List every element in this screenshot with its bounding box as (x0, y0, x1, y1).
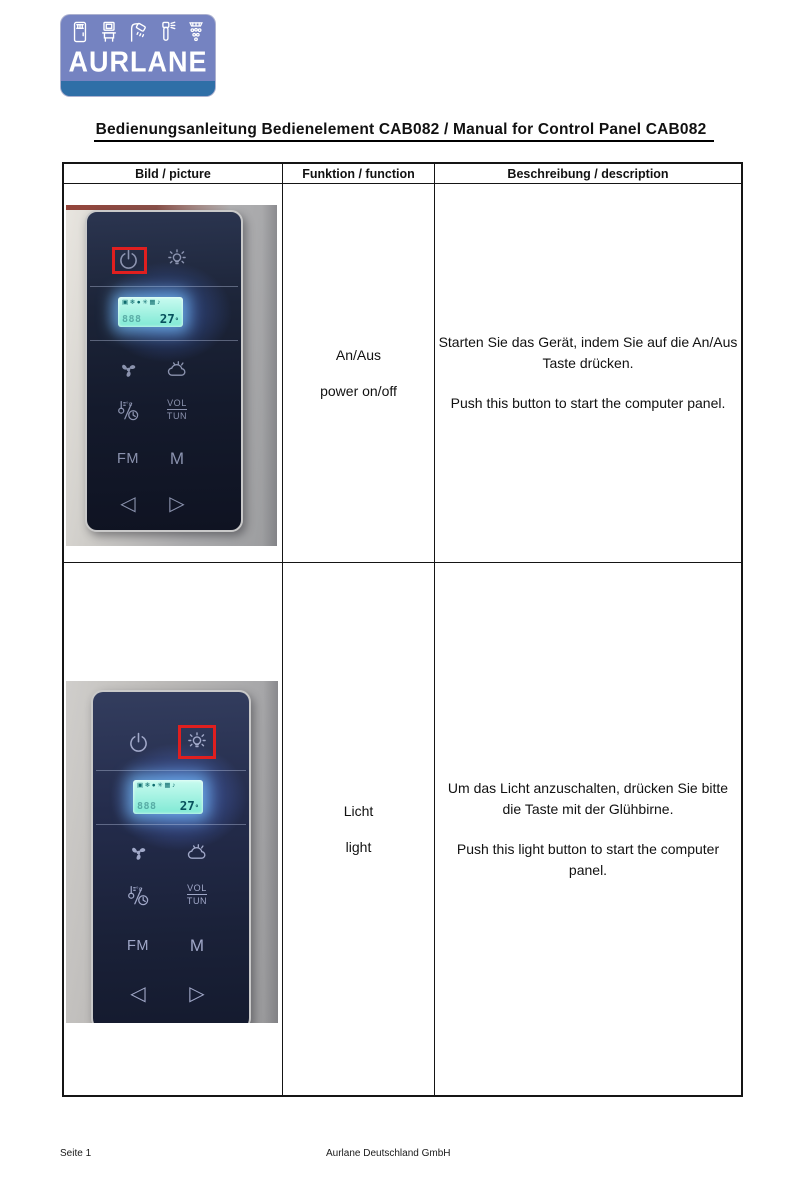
aurlane-logo (61, 15, 215, 96)
water-drops-icon (186, 20, 206, 44)
panel-photo-light (66, 681, 278, 1023)
light-button (159, 241, 195, 277)
lcd-dim-digits: 888 (137, 801, 157, 812)
footer-company: Aurlane Deutschland GmbH (326, 1148, 451, 1159)
table-header-description: Beschreibung / description (435, 164, 741, 184)
table-header-picture: Bild / picture (64, 164, 283, 184)
prev-button: ◁ (130, 983, 146, 1005)
description-de: Starten Sie das Gerät, indem Sie auf die An/Aus Taste drücken. (438, 334, 738, 371)
description-en: Push this button to start the computer panel. (450, 395, 726, 412)
lcd-status-icons: ▣❄●✳▦♪ (137, 782, 177, 789)
fm-button: FM (127, 938, 149, 954)
lcd-display (133, 780, 203, 814)
vol-tun-button (159, 392, 195, 428)
control-panel (91, 690, 251, 1023)
manual-table (62, 162, 743, 1097)
shower-head-icon (128, 20, 148, 44)
memory-button: M (189, 936, 205, 955)
page-title: Bedienungsanleitung Bedienelement CAB082 / Manual for Control Panel CAB082 (94, 121, 715, 142)
page-title-wrap (0, 121, 808, 142)
hand-shower-icon (157, 20, 177, 44)
panel-photo-power (66, 205, 277, 546)
vol-label: VOL (167, 398, 187, 409)
vol-tun-button (179, 877, 215, 913)
description-de: Um das Licht anzuschalten, drücken Sie bitte die Taste mit der Glühbirne. (447, 780, 729, 817)
memory-button: M (169, 449, 185, 468)
lcd-display (118, 297, 183, 327)
row-power-description-cell (435, 184, 741, 563)
steam-button (179, 834, 215, 870)
next-button: ▷ (169, 493, 185, 515)
lcd-temperature: 27 (179, 797, 195, 813)
lcd-status-icons: ▣❄●✳▦♪ (122, 299, 162, 306)
next-button: ▷ (189, 983, 205, 1005)
vol-label: VOL (187, 883, 207, 894)
temp-time-button (120, 877, 156, 913)
row-power-function-cell (283, 184, 435, 563)
footer-page-number: Seite 1 (60, 1148, 92, 1159)
control-panel (85, 210, 243, 532)
tun-label: TUN (166, 411, 188, 421)
vanity-mirror-icon (99, 20, 119, 44)
prev-button: ◁ (120, 493, 136, 515)
lcd-temperature: 27 (159, 310, 175, 326)
row-light-function-cell (283, 563, 435, 1095)
tun-label: TUN (186, 896, 208, 906)
svg-text:°c: °c (125, 400, 132, 408)
description-en: Push this light button to start the computer panel. (456, 841, 720, 878)
row-light-description-cell (435, 563, 741, 1095)
fm-button: FM (117, 451, 139, 467)
row-light-picture-cell (64, 563, 283, 1095)
function-label-en: power on/off (320, 383, 397, 399)
function-label-en: light (345, 839, 372, 855)
highlight-box-light (178, 725, 216, 759)
highlight-box-power (112, 247, 147, 274)
logo-icon-row (61, 20, 215, 44)
table-header-function: Funktion / function (283, 164, 435, 184)
fan-button (120, 834, 156, 870)
logo-bottom-bar (61, 81, 215, 96)
shower-cabin-icon (70, 20, 90, 44)
lcd-dim-digits: 888 (122, 314, 142, 325)
lcd-degree-sign: ° (174, 317, 179, 325)
fan-button (110, 351, 146, 387)
function-label-de: Licht (343, 803, 374, 819)
lcd-degree-sign: ° (194, 804, 199, 812)
svg-text:°c: °c (135, 885, 142, 893)
function-label-de: An/Aus (335, 347, 382, 363)
temp-time-button (110, 392, 146, 428)
row-power-picture-cell (64, 184, 283, 563)
logo-brand-text: AURLANE (68, 46, 208, 78)
power-button (120, 724, 156, 760)
steam-button (159, 351, 195, 387)
